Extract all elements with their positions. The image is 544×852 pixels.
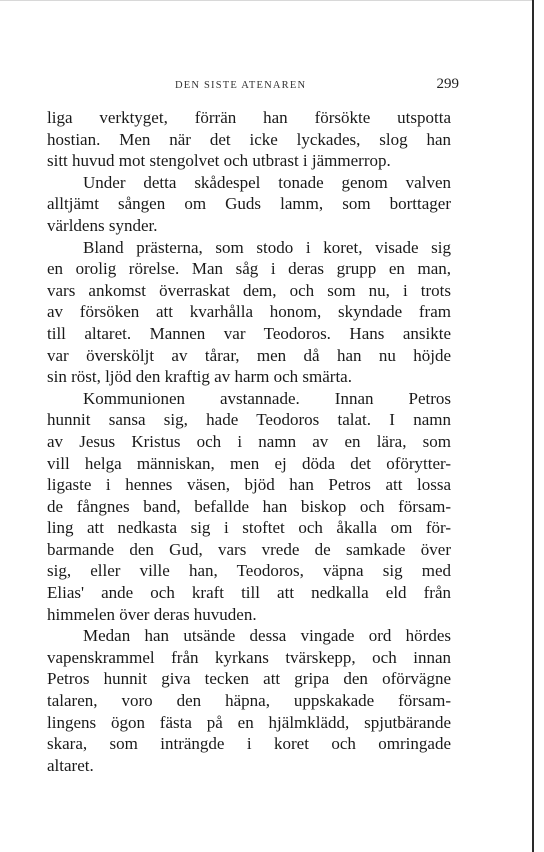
text-line: av försöken att kvarhålla honom, skyndade fram (47, 302, 451, 322)
text-line: vars ankomst överraskat dem, och som nu, i trots (47, 280, 451, 300)
text-line: var översköljt av tårar, men då han nu höjde (47, 345, 451, 365)
running-title: DEN SISTE ATENAREN (175, 80, 307, 91)
paragraph (47, 625, 451, 776)
text-line: alltjämt sången om Guds lamm, som borttager (47, 194, 451, 214)
text-line: sin röst, ljöd den kraftig av harm och smärta. (47, 367, 352, 387)
text-line: altaret. (47, 755, 94, 775)
text-line: hostian. Men när det icke lyckades, slog han (47, 129, 451, 149)
paragraph (47, 172, 451, 237)
text-line: vill helga människan, men ej döda det oförytter- (47, 453, 451, 473)
page-header (47, 78, 459, 98)
text-line: Petros hunnit giva tecken att gripa den oförvägne (47, 669, 451, 689)
page-top-edge (0, 0, 534, 1)
text-line: skara, som inträngde i koret och omringade (47, 734, 451, 754)
text-line: sitt huvud mot stengolvet och utbrast i jämmerrop. (47, 151, 391, 171)
body-text (47, 107, 451, 776)
text-line: hunnit sansa sig, hade Teodoros talat. I namn (47, 410, 451, 430)
text-line: av Jesus Kristus och i namn av en lära, som (47, 431, 451, 451)
text-line: Bland prästerna, som stodo i koret, visade sig (83, 237, 451, 257)
text-line: Elias' ande och kraft till att nedkalla eld från (47, 583, 451, 603)
text-line: Kommunionen avstannade. Innan Petros (83, 388, 451, 408)
text-line: till altaret. Mannen var Teodoros. Hans ansikte (47, 323, 451, 343)
text-line: liga verktyget, förrän han försökte utspotta (47, 108, 451, 127)
text-line: de fångnes band, befallde han biskop och försam- (47, 496, 451, 516)
paragraph (47, 237, 451, 388)
text-line: talaren, voro den häpna, uppskakade försam- (47, 691, 451, 711)
text-line: Under detta skådespel tonade genom valven (83, 172, 451, 192)
text-line: barmande den Gud, vars vrede de samkade över (47, 539, 451, 559)
paragraph (47, 107, 451, 172)
text-line: vapenskrammel från kyrkans tvärskepp, och innan (47, 647, 451, 667)
text-line: en orolig rörelse. Man såg i deras grupp en man, (47, 259, 451, 279)
text-line: sig, eller ville han, Teodoros, väpna sig med (47, 561, 451, 581)
text-line: ligaste i hennes väsen, bjöd han Petros att lossa (47, 475, 451, 495)
text-line: himmelen över deras huvuden. (47, 604, 257, 624)
page-right-edge (532, 0, 534, 852)
text-line: ling att nedkasta sig i stoftet och åkalla om för- (47, 518, 451, 538)
paragraph (47, 388, 451, 626)
text-line: Medan han utsände dessa vingade ord hördes (83, 626, 451, 646)
page-number: 299 (436, 76, 459, 92)
text-line: världens synder. (47, 215, 158, 235)
text-line: lingens ögon fästa på en hjälmklädd, spjutbärande (47, 712, 451, 732)
